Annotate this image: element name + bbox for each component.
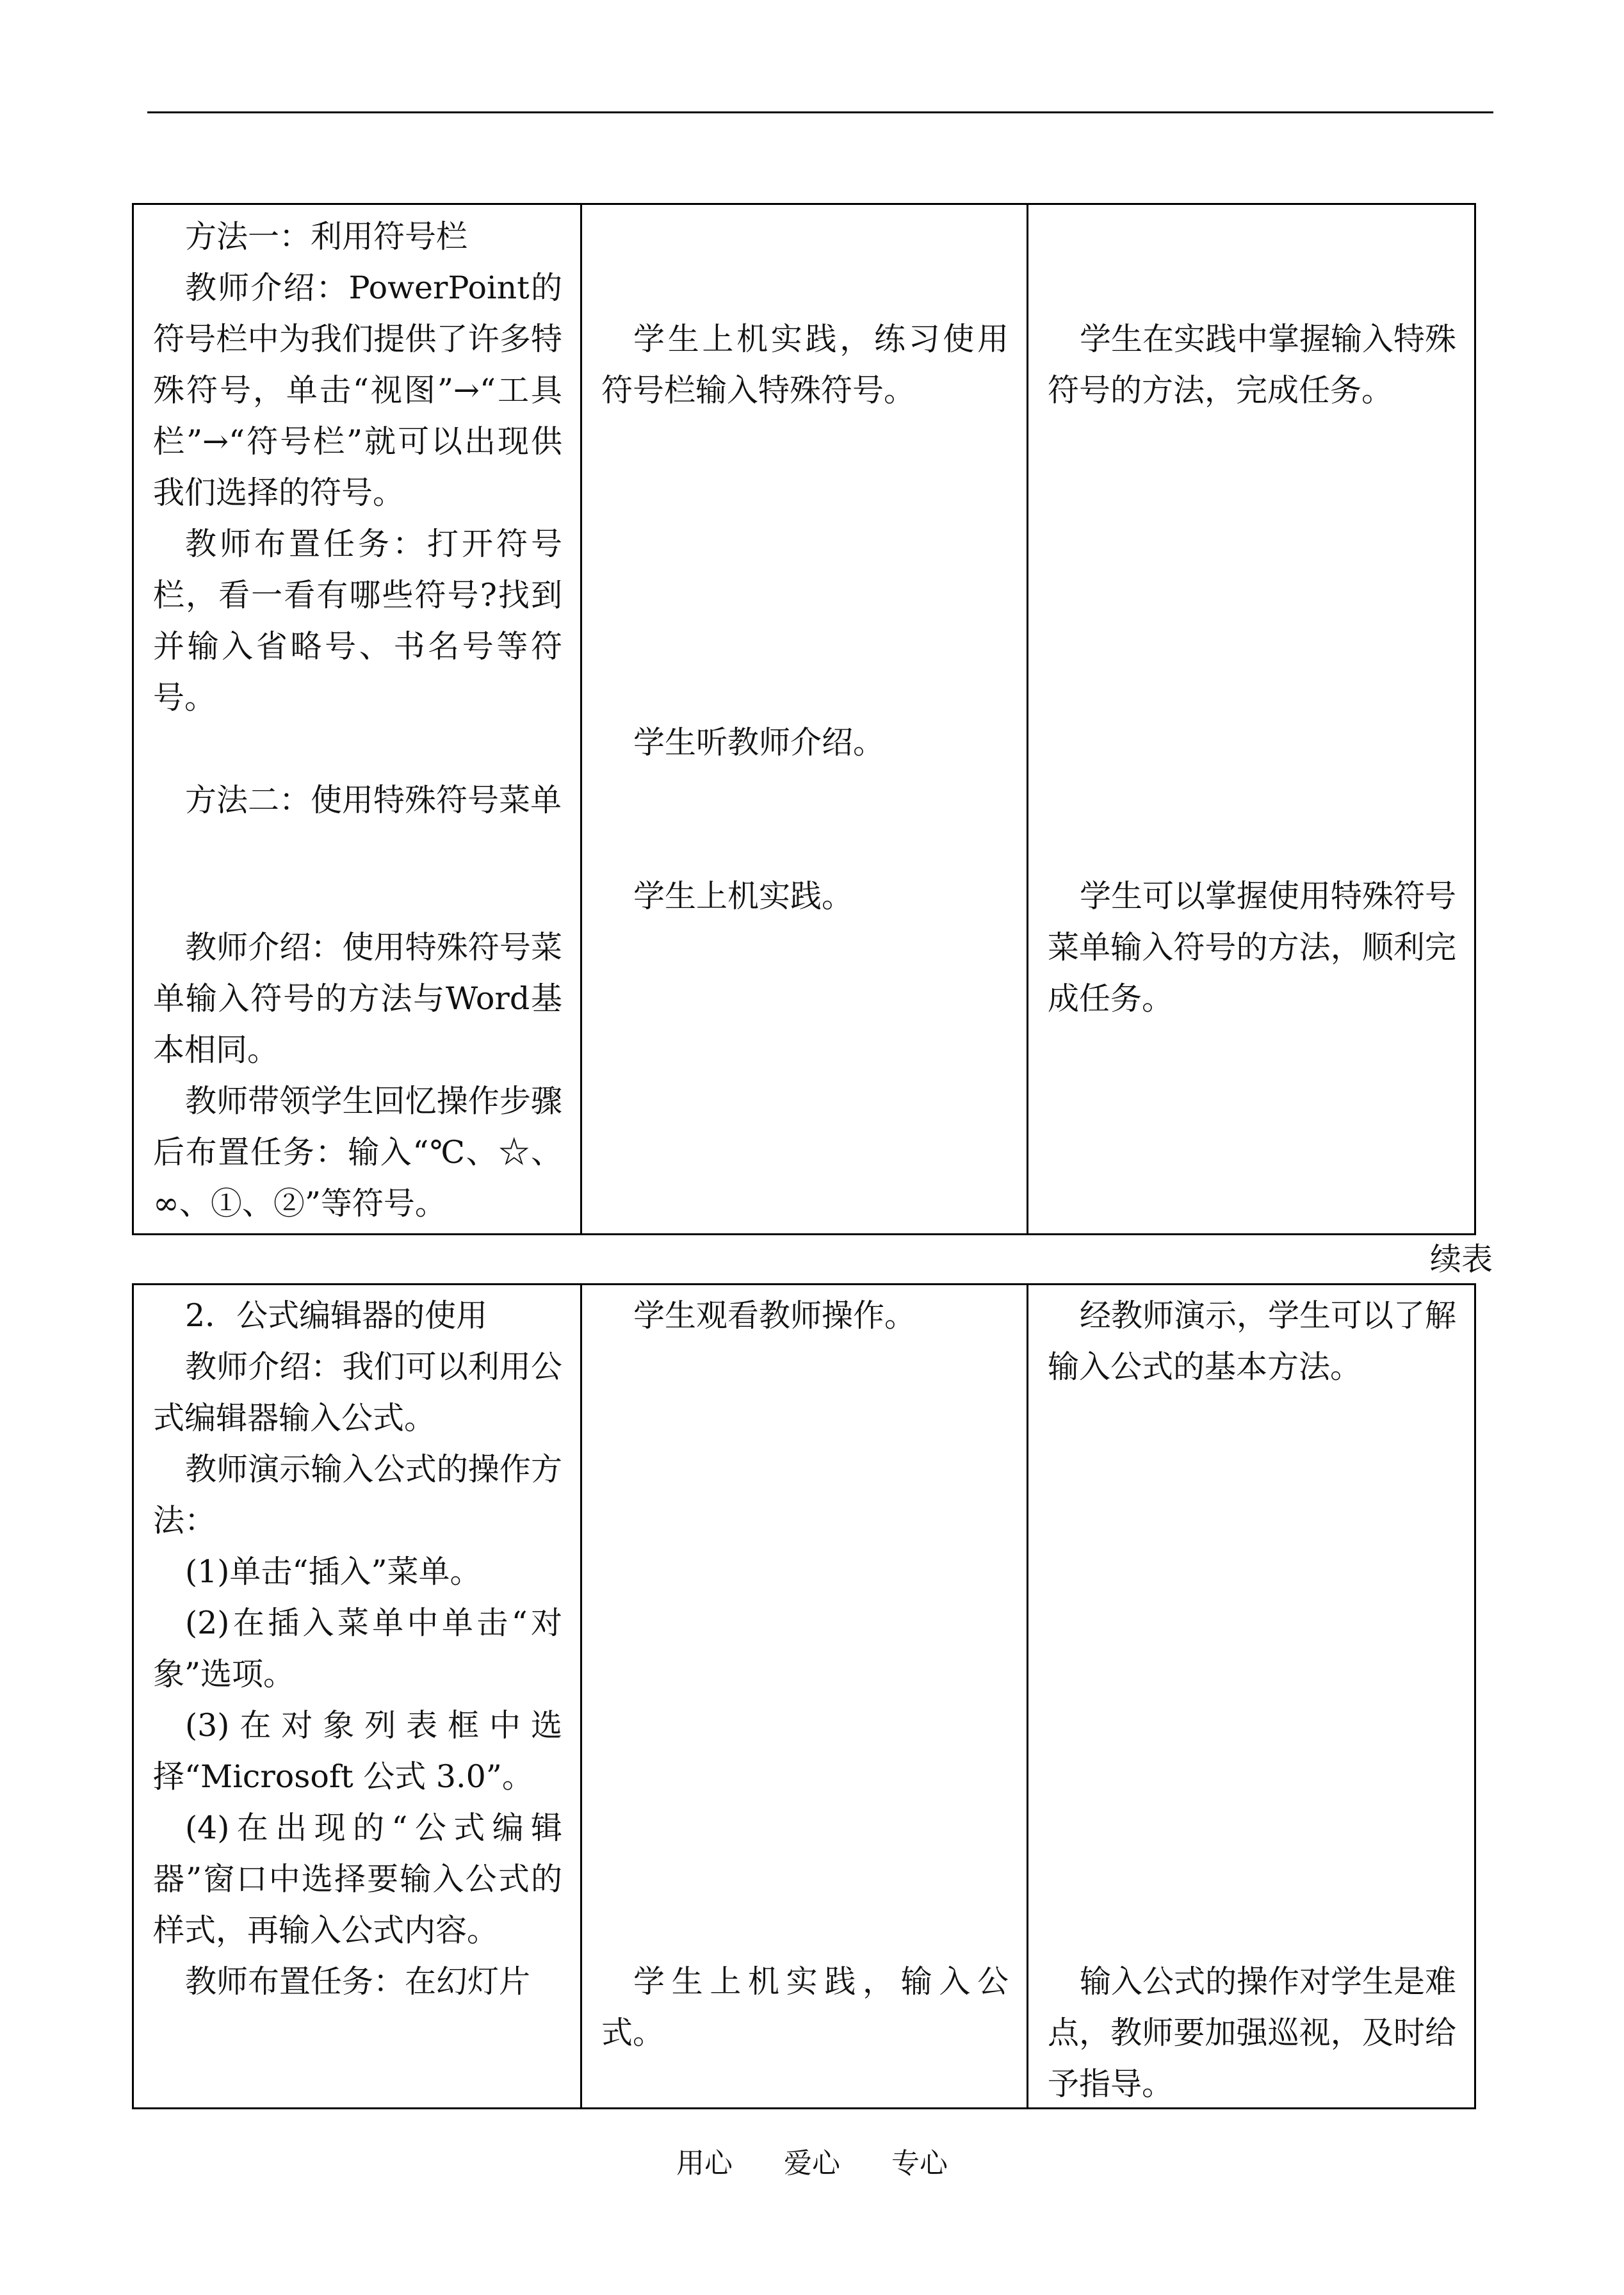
lesson-table-2 [132,1283,1476,2109]
text-paragraph: 教师介绍：我们可以利用公式编辑器输入公式。 [153,1349,562,1436]
text-paragraph: 学生在实践中掌握输入特殊符号的方法，完成任务。 [1048,321,1457,409]
student-activity-cell [582,205,1028,1235]
text-paragraph: (1)单击“插入”菜单。 [185,1553,482,1590]
table-row [134,1285,1476,2109]
text-paragraph: 2．公式编辑器的使用 [185,1297,488,1334]
text-paragraph: 学生上机实践，输入公式。 [601,1963,1009,2051]
text-paragraph: (4)在出现的“公式编辑器”窗口中选择要输入公式的样式，再输入公式内容。 [153,1810,562,1949]
text-paragraph: (2)在插入菜单中单击“对象”选项。 [153,1605,562,1692]
footer-text: 爱心 [784,2147,840,2180]
footer-text: 用心 [676,2147,733,2180]
teacher-activity-cell [134,205,582,1235]
text-paragraph: 教师介绍：PowerPoint的符号栏中为我们提供了许多特殊符号，单击“视图”→“工具栏”→“符号栏”就可以出现供我们选择的符号。 [153,270,562,511]
text-paragraph: 教师布置任务：在幻灯片 [185,1963,531,2000]
text-paragraph: 学生观看教师操作。 [633,1297,916,1334]
text-paragraph: 学生听教师介绍。 [633,724,885,761]
lesson-table-1 [132,203,1476,1235]
text-paragraph: 学生上机实践，练习使用符号栏输入特殊符号。 [601,321,1009,409]
text-paragraph: 教师布置任务：打开符号栏，看一看有哪些符号?找到并输入省略号、书名号等符号。 [153,526,562,716]
teacher-activity-cell [134,1285,582,2109]
page-footer [0,2141,1624,2186]
text-paragraph: 经教师演示，学生可以了解输入公式的基本方法。 [1048,1297,1457,1385]
table-row [134,205,1476,1235]
text-paragraph: (3)在对象列表框中选择“Microsoft 公式 3.0”。 [153,1707,562,1795]
text-paragraph: 教师带领学生回忆操作步骤后布置任务：输入“℃、☆、∞、①、②”等符号。 [153,1083,562,1222]
text-paragraph: 学生上机实践。 [633,878,854,914]
text-paragraph: 方法一：利用符号栏 [185,218,468,255]
footer-text: 专心 [891,2147,948,2180]
text-paragraph: 教师演示输入公式的操作方法： [153,1451,562,1539]
header-rule [147,111,1493,113]
student-activity-cell [582,1285,1028,2109]
text-paragraph: 学生可以掌握使用特殊符号菜单输入符号的方法，顺利完成任务。 [1048,878,1457,1017]
text-paragraph: 方法二：使用特殊符号菜单 [185,782,562,818]
continued-table-label: 续表 [1429,1241,1493,1277]
text-paragraph: 教师介绍：使用特殊符号菜单输入符号的方法与Word基本相同。 [153,929,562,1068]
design-intent-cell [1028,205,1476,1235]
design-intent-cell [1028,1285,1476,2109]
text-paragraph: 输入公式的操作对学生是难点，教师要加强巡视，及时给予指导。 [1048,1963,1457,2102]
